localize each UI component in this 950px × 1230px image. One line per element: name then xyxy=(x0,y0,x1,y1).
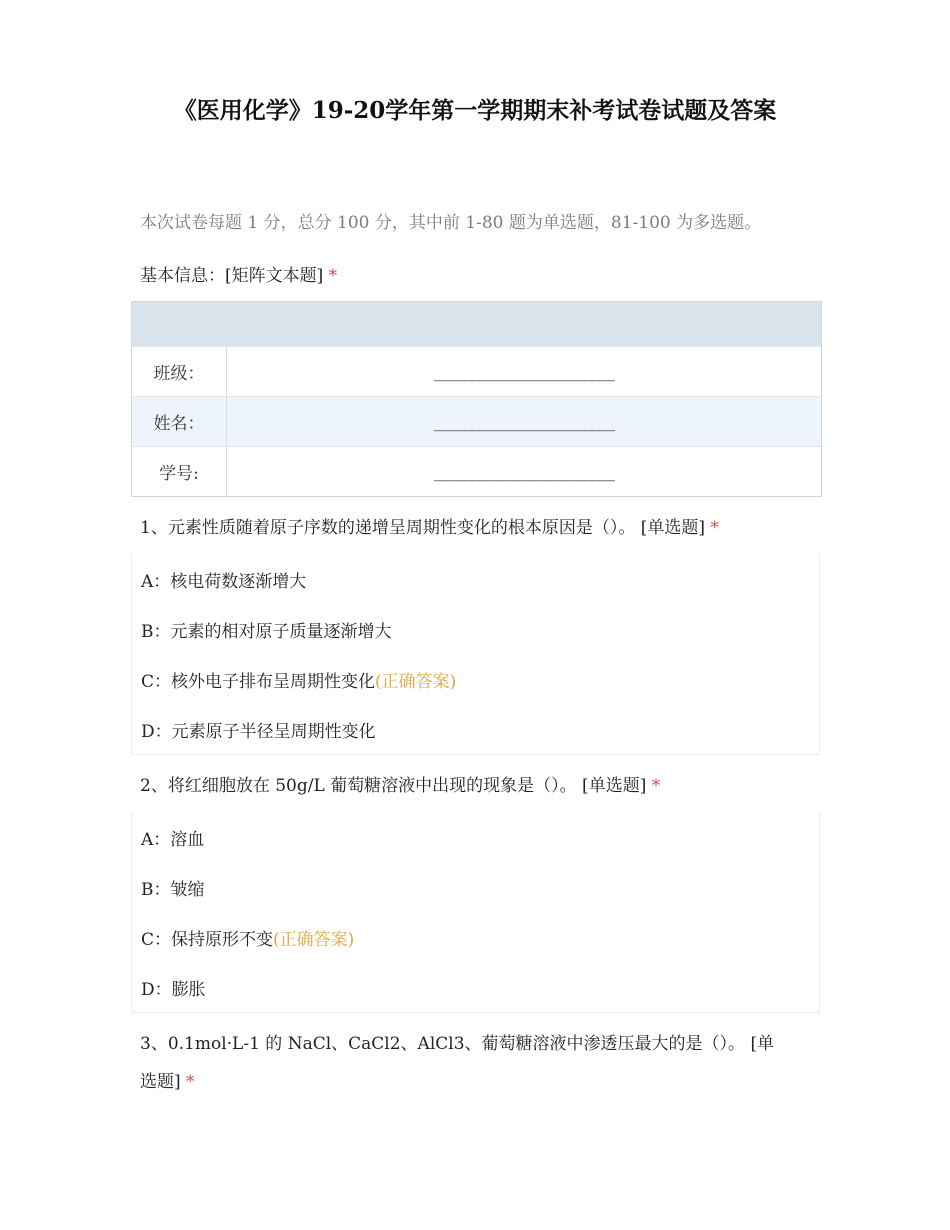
basic-info-text: 基本信息：[矩阵文本题] xyxy=(140,266,324,286)
basic-info-label xyxy=(140,257,810,295)
required-mark: * xyxy=(186,1072,195,1092)
question-text: 2、将红细胞放在 50g/L 葡萄糖溶液中出现的现象是（）。 [单选题] xyxy=(140,776,647,796)
required-mark: * xyxy=(328,266,338,286)
option-text: C：保持原形不变 xyxy=(141,929,274,950)
document-title: 《医用化学》19-20学年第一学期期末补考试卷试题及答案 xyxy=(173,97,777,124)
matrix-row-class xyxy=(132,346,821,396)
question-3-title xyxy=(140,1025,810,1101)
option-text: B：皱缩 xyxy=(141,879,205,900)
question-1-title xyxy=(140,509,810,547)
name-input[interactable]: ________________________ xyxy=(434,411,614,432)
matrix-row-label: 班级： xyxy=(132,347,227,396)
required-mark: * xyxy=(710,518,719,538)
option-text: D：元素原子半径呈周期性变化 xyxy=(141,721,376,742)
correct-answer-tag: (正确答案) xyxy=(273,929,355,950)
option-c[interactable] xyxy=(132,912,819,962)
correct-answer-tag: (正确答案) xyxy=(375,671,457,692)
option-d[interactable] xyxy=(132,704,819,754)
option-a[interactable] xyxy=(132,812,819,862)
option-text: B：元素的相对原子质量逐渐增大 xyxy=(141,621,392,642)
matrix-row-name xyxy=(132,396,821,446)
question-2-options xyxy=(131,812,820,1013)
question-text-line-1: 3、0.1mol·L-1 的 NaCl、CaCl2、AlCl3、葡萄糖溶液中渗透压最大的是（）。 [单 xyxy=(140,1034,775,1054)
matrix-header-label-cell xyxy=(132,302,227,346)
question-text-line-2: 选题] xyxy=(140,1072,181,1092)
option-d[interactable] xyxy=(132,962,819,1012)
matrix-row-label: 学号: xyxy=(132,447,227,496)
option-text: D：膨胀 xyxy=(141,979,206,1000)
matrix-header-row xyxy=(132,302,821,346)
option-b[interactable] xyxy=(132,862,819,912)
student-id-input[interactable]: ________________________ xyxy=(434,461,614,482)
matrix-row-student-id xyxy=(132,446,821,496)
option-text: C：核外电子排布呈周期性变化 xyxy=(141,671,376,692)
option-b[interactable] xyxy=(132,604,819,654)
class-input[interactable]: ________________________ xyxy=(434,361,614,382)
option-text: A：溶血 xyxy=(141,829,205,850)
required-mark: * xyxy=(651,776,661,796)
matrix-header-value-cell xyxy=(227,302,821,346)
option-text: A：核电荷数逐渐增大 xyxy=(141,571,307,592)
question-text: 1、元素性质随着原子序数的递增呈周期性变化的根本原因是（）。 [单选题] xyxy=(140,518,705,538)
option-c[interactable] xyxy=(132,654,819,704)
question-2-title xyxy=(140,767,810,805)
exam-intro: 本次试卷每题 1 分，总分 100 分，其中前 1-80 题为单选题，81-100 为多选题。 xyxy=(140,213,762,233)
basic-info-matrix xyxy=(131,301,822,497)
question-1-options xyxy=(131,554,820,755)
option-a[interactable] xyxy=(132,554,819,604)
matrix-row-label: 姓名： xyxy=(132,397,227,446)
